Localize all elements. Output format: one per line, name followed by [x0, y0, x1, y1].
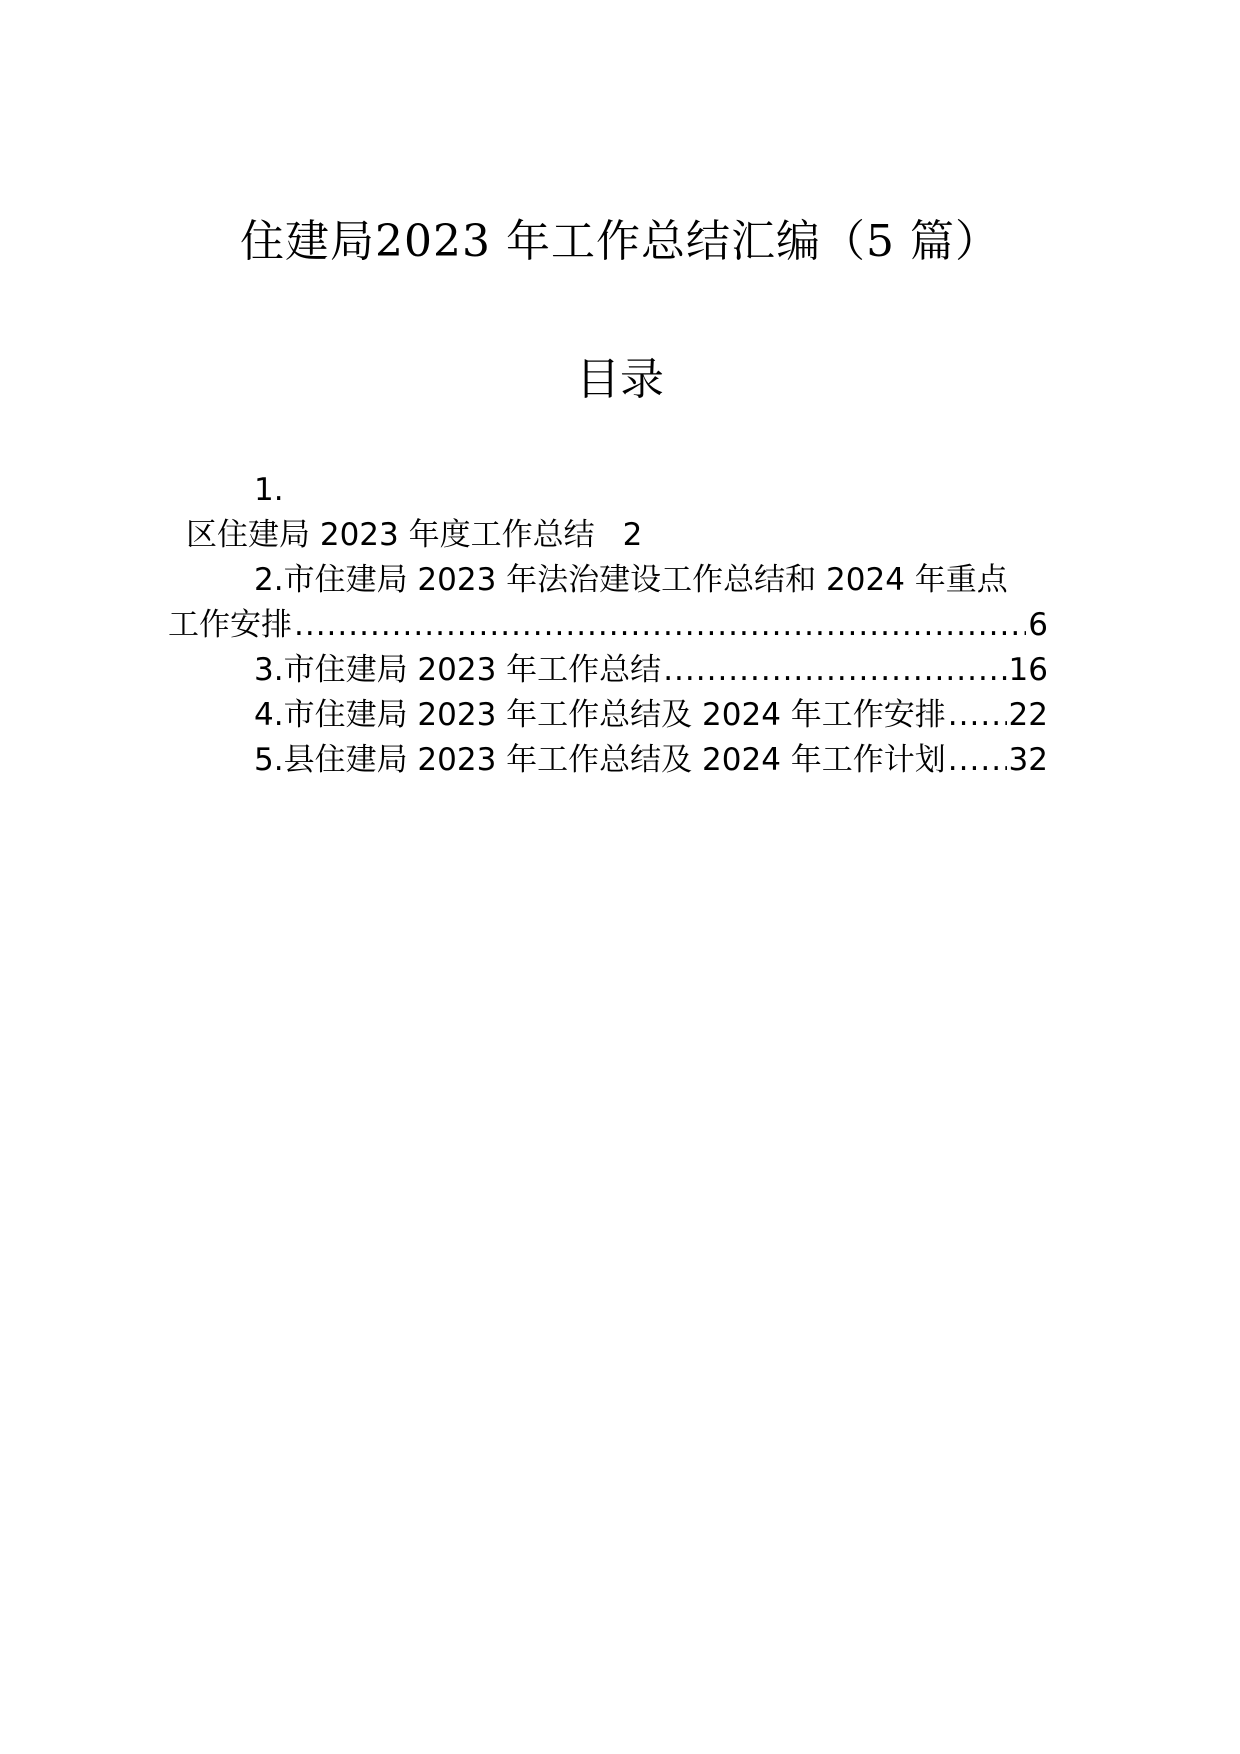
toc-entry-3[interactable]: [186, 648, 1048, 693]
toc-leader-dots: [294, 603, 1026, 648]
toc-entry-text: 5.县住建局 2023 年工作总结及 2024 年工作计划: [254, 742, 946, 778]
toc-entry-text: 工作安排: [168, 607, 292, 643]
toc-entry-page: 6: [1028, 607, 1048, 643]
toc-entry-number: 1.: [254, 472, 284, 508]
toc-entry-4[interactable]: [186, 693, 1048, 738]
toc-heading: 目录: [576, 354, 664, 405]
title-suffix: 篇）: [894, 216, 1000, 267]
toc-entry-5[interactable]: [186, 738, 1048, 783]
title-year: 2023: [375, 216, 491, 267]
table-of-contents: [168, 468, 1048, 783]
toc-entry-page: 16: [1008, 652, 1048, 688]
toc-entry-page: 32: [1008, 742, 1048, 778]
title-mid: 年工作总结汇编（: [490, 216, 866, 267]
toc-entry-text: 4.市住建局 2023 年工作总结及 2024 年工作安排: [254, 697, 946, 733]
toc-entry-text: 3.市住建局 2023 年工作总结: [254, 652, 662, 688]
toc-entry-1[interactable]: [186, 513, 1048, 558]
toc-entry-1-number-line[interactable]: [186, 468, 1048, 513]
toc-entry-2-line-2[interactable]: [168, 603, 1048, 648]
toc-leader-dots: [663, 648, 1006, 693]
title-count: 5: [865, 216, 895, 267]
toc-entry-text: 2.市住建局 2023 年法治建设工作总结和 2024 年重点: [254, 562, 1008, 598]
toc-entry-page: 2: [622, 517, 643, 553]
toc-entry-2-line-1[interactable]: [186, 558, 1048, 603]
toc-leader-dots: [948, 693, 1007, 738]
title-prefix: 住建局: [240, 216, 375, 267]
toc-leader-dots: [948, 738, 1007, 783]
toc-entry-text: 区住建局 2023 年度工作总结: [186, 517, 595, 553]
toc-entry-page: 22: [1008, 697, 1048, 733]
document-title: [0, 212, 1240, 272]
